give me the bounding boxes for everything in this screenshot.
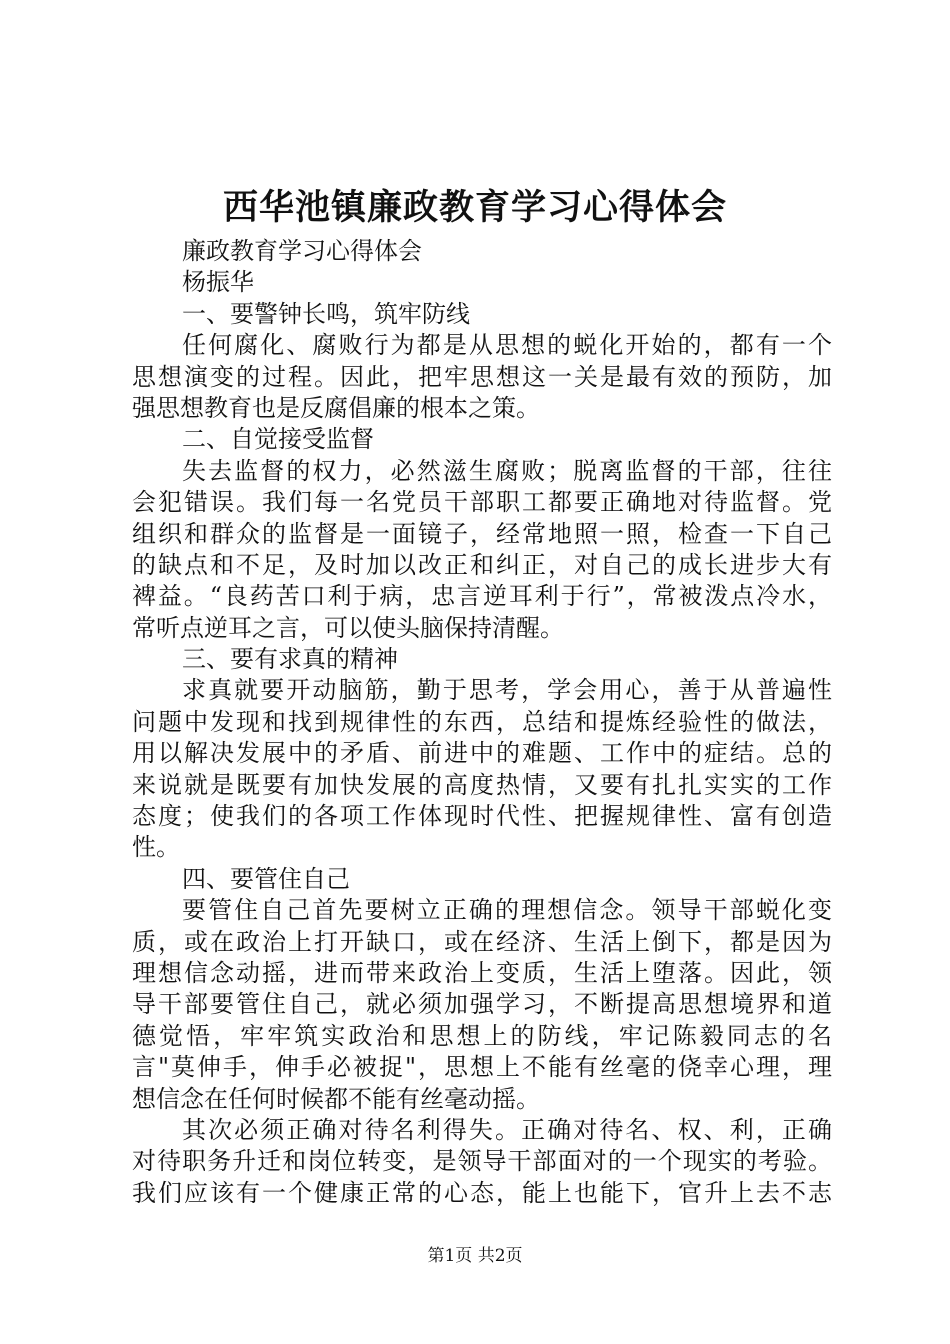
body-line: 性。 <box>132 833 180 862</box>
body-line: 二、自觉接受监督 <box>182 425 374 454</box>
body-line: 要管住自己首先要树立正确的理想信念。领导干部蜕化变 <box>182 896 832 925</box>
body-line: 四、要管住自己 <box>182 864 350 893</box>
document-title: 西华池镇廉政教育学习心得体会 <box>222 187 727 228</box>
body-line: 言"莫伸手，伸手必被捉"，思想上不能有丝毫的侥幸心理，理 <box>132 1053 832 1082</box>
body-line: 三、要有求真的精神 <box>182 645 398 674</box>
body-line: 失去监督的权力，必然滋生腐败；脱离监督的干部，往往 <box>182 456 832 485</box>
body-line: 态度；使我们的各项工作体现时代性、把握规律性、富有创造 <box>132 802 832 831</box>
body-line: 组织和群众的监督是一面镜子，经常地照一照，检查一下自己 <box>132 519 832 548</box>
body-line: 理想信念动摇，进而带来政治上变质，生活上堕落。因此，领 <box>132 958 832 987</box>
body-line: 导干部要管住自己，就必须加强学习，不断提高思想境界和道 <box>132 990 832 1019</box>
page-footer: 第1页 共2页 <box>427 1246 523 1266</box>
body-line: 常听点逆耳之言，可以使头脑保持清醒。 <box>132 613 564 642</box>
body-line: 想信念在任何时候都不能有丝毫动摇。 <box>132 1084 540 1113</box>
body-line: 廉政教育学习心得体会 <box>182 237 422 265</box>
document-body <box>132 236 832 1209</box>
body-line: 杨振华 <box>182 268 254 297</box>
body-line: 一、要警钟长鸣，筑牢防线 <box>182 299 470 328</box>
body-line: 任何腐化、腐败行为都是从思想的蜕化开始的，都有一个 <box>182 331 832 360</box>
body-line: 我们应该有一个健康正常的心态，能上也能下，官升上去不志 <box>132 1178 832 1207</box>
body-line: 来说就是既要有加快发展的高度热情，又要有扎扎实实的工作 <box>132 770 832 799</box>
body-line: 问题中发现和找到规律性的东西，总结和提炼经验性的做法， <box>132 707 832 736</box>
body-line: 会犯错误。我们每一名党员干部职工都要正确地对待监督。党 <box>132 488 832 517</box>
body-line: 对待职务升迁和岗位转变，是领导干部面对的一个现实的考验。 <box>132 1147 832 1176</box>
body-line: 裨益。“良药苦口利于病，忠言逆耳利于行”，常被泼点冷水， <box>132 582 832 611</box>
body-line: 质，或在政治上打开缺口，或在经济、生活上倒下，都是因为 <box>132 927 832 956</box>
body-line: 求真就要开动脑筋，勤于思考，学会用心，善于从普遍性 <box>182 676 832 705</box>
body-line: 强思想教育也是反腐倡廉的根本之策。 <box>132 393 540 422</box>
body-line: 的缺点和不足，及时加以改正和纠正，对自己的成长进步大有 <box>132 550 832 579</box>
body-line: 德觉悟，牢牢筑实政治和思想上的防线，牢记陈毅同志的名 <box>132 1021 832 1050</box>
body-line: 思想演变的过程。因此，把牢思想这一关是最有效的预防，加 <box>132 362 832 391</box>
body-line: 用以解决发展中的矛盾、前进中的难题、工作中的症结。总的 <box>132 739 832 768</box>
body-line: 其次必须正确对待名利得失。正确对待名、权、利，正确 <box>182 1115 832 1144</box>
